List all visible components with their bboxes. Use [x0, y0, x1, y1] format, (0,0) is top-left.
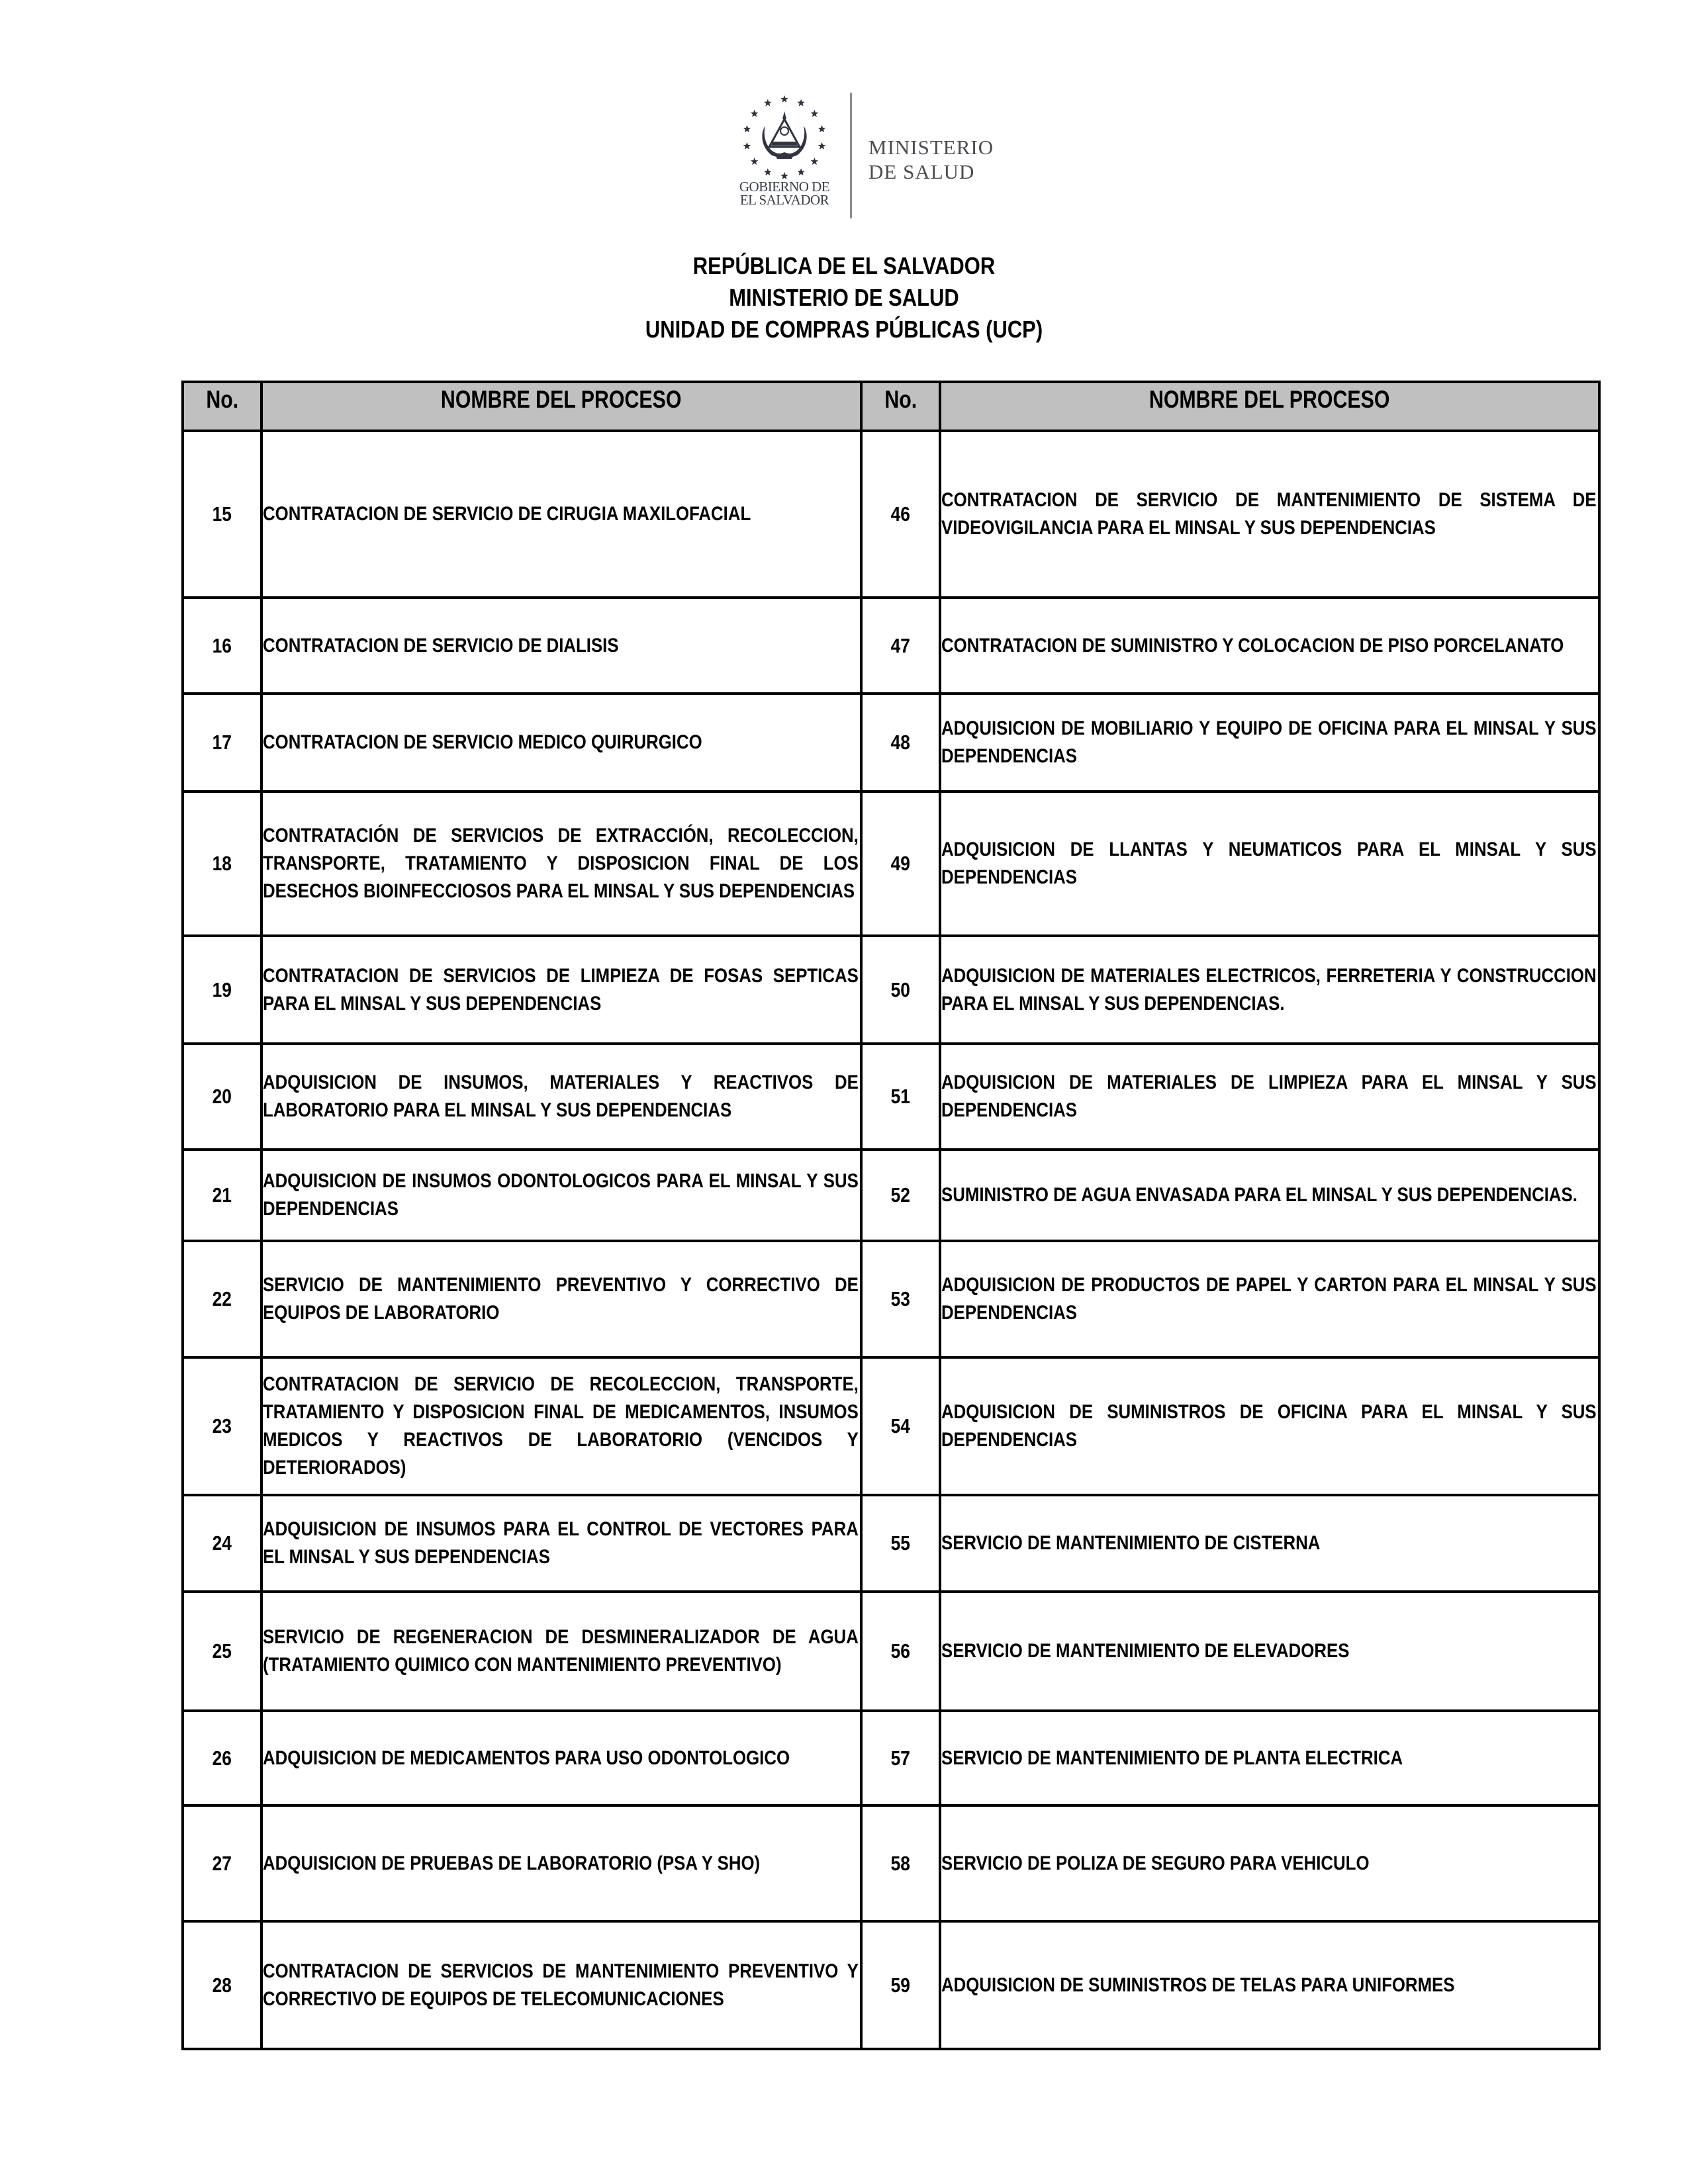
star-icon [751, 158, 759, 165]
row-number-left: 18 [183, 792, 261, 936]
row-number-left: 20 [183, 1044, 261, 1150]
process-name-right: SERVICIO DE POLIZA DE SEGURO PARA VEHICULO [940, 1805, 1599, 1921]
logo-divider [850, 93, 852, 218]
star-icon [780, 172, 788, 179]
ministry-line-1: MINISTERIO [868, 136, 994, 159]
process-name-left: ADQUISICION DE INSUMOS PARA EL CONTROL DE VECTORES PARA EL MINSAL Y SUS DEPENDENCIAS [261, 1495, 861, 1592]
table-row [183, 792, 1599, 936]
government-logo-text [722, 180, 847, 206]
row-number-right: 53 [861, 1241, 940, 1357]
row-number-right: 47 [861, 598, 940, 694]
table-row [183, 431, 1599, 598]
process-name-right: ADQUISICION DE LLANTAS Y NEUMATICOS PARA EL MINSAL Y SUS DEPENDENCIAS [940, 792, 1599, 936]
process-name-right: CONTRATACION DE SUMINISTRO Y COLOCACION DE PISO PORCELANATO [940, 598, 1599, 694]
row-number-left: 16 [183, 598, 261, 694]
process-name-left: ADQUISICION DE INSUMOS ODONTOLOGICOS PARA EL MINSAL Y SUS DEPENDENCIAS [261, 1150, 861, 1241]
logo-text-line-2: EL SALVADOR [739, 192, 829, 208]
logo-text-line-1: GOBIERNO DE [739, 179, 830, 195]
row-number-right: 59 [861, 1921, 940, 2049]
title-line-1: REPÚBLICA DE EL SALVADOR [692, 252, 996, 279]
star-icon [818, 125, 826, 132]
process-name-left: CONTRATACION DE SERVICIO DE DIALISIS [261, 598, 861, 694]
column-header-name-left: NOMBRE DEL PROCESO [261, 382, 861, 431]
row-number-left: 26 [183, 1711, 261, 1805]
row-number-left: 23 [183, 1357, 261, 1495]
process-name-left: CONTRATACION DE SERVICIO DE CIRUGIA MAXILOFACIAL [261, 431, 861, 598]
process-name-right: ADQUISICION DE MATERIALES DE LIMPIEZA PARA EL MINSAL Y SUS DEPENDENCIAS [940, 1044, 1599, 1150]
row-number-left: 19 [183, 936, 261, 1044]
process-name-right: SERVICIO DE MANTENIMIENTO DE ELEVADORES [940, 1592, 1599, 1711]
process-name-right: SERVICIO DE MANTENIMIENTO DE PLANTA ELECTRICA [940, 1711, 1599, 1805]
row-number-right: 46 [861, 431, 940, 598]
star-icon [811, 110, 819, 117]
title-line-2: MINISTERIO DE SALUD [729, 284, 959, 311]
star-icon [743, 142, 751, 150]
table-row [183, 1357, 1599, 1495]
process-name-left: CONTRATACION DE SERVICIOS DE LIMPIEZA DE FOSAS SEPTICAS PARA EL MINSAL Y SUS DEPENDENCIAS [261, 936, 861, 1044]
process-name-right: SUMINISTRO DE AGUA ENVASADA PARA EL MINSAL Y SUS DEPENDENCIAS. [940, 1150, 1599, 1241]
row-number-right: 56 [861, 1592, 940, 1711]
process-name-right: ADQUISICION DE SUMINISTROS DE TELAS PARA UNIFORMES [940, 1921, 1599, 2049]
process-name-right: ADQUISICION DE MATERIALES ELECTRICOS, FERRETERIA Y CONSTRUCCION PARA EL MINSAL Y SUS DEPENDENCIAS. [940, 936, 1599, 1044]
process-name-left: ADQUISICION DE MEDICAMENTOS PARA USO ODONTOLOGICO [261, 1711, 861, 1805]
star-icon [798, 168, 805, 175]
row-number-left: 15 [183, 431, 261, 598]
process-name-left: ADQUISICION DE INSUMOS, MATERIALES Y REACTIVOS DE LABORATORIO PARA EL MINSAL Y SUS DEPENDENCIAS [261, 1044, 861, 1150]
star-icon [818, 142, 826, 150]
table-header-row [183, 382, 1599, 431]
row-number-left: 17 [183, 694, 261, 792]
header-logo [722, 93, 1026, 225]
column-header-name-right: NOMBRE DEL PROCESO [940, 382, 1599, 431]
title-line-3: UNIDAD DE COMPRAS PÚBLICAS (UCP) [645, 316, 1043, 343]
process-name-left: SERVICIO DE REGENERACION DE DESMINERALIZADOR DE AGUA (TRATAMIENTO QUIMICO CON MANTENIMIENTO PREVENTIVO) [261, 1592, 861, 1711]
row-number-left: 25 [183, 1592, 261, 1711]
table-row [183, 1592, 1599, 1711]
row-number-right: 54 [861, 1357, 940, 1495]
process-name-left: CONTRATACION DE SERVICIO DE RECOLECCION, TRANSPORTE, TRATAMIENTO Y DISPOSICION FINAL DE MEDICAMENTOS, INSUMOS MEDICOS Y REACTIVOS DE LABORATORIO (VENCIDOS Y DETERIORADOS) [261, 1357, 861, 1495]
process-name-left: CONTRATACION DE SERVICIO MEDICO QUIRURGICO [261, 694, 861, 792]
process-name-right: ADQUISICION DE SUMINISTROS DE OFICINA PARA EL MINSAL Y SUS DEPENDENCIAS [940, 1357, 1599, 1495]
process-name-left: CONTRATACION DE SERVICIOS DE MANTENIMIENTO PREVENTIVO Y CORRECTIVO DE EQUIPOS DE TELECOMUNICACIONES [261, 1921, 861, 2049]
process-name-right: ADQUISICION DE PRODUCTOS DE PAPEL Y CARTON PARA EL MINSAL Y SUS DEPENDENCIAS [940, 1241, 1599, 1357]
star-icon [764, 168, 771, 175]
row-number-right: 49 [861, 792, 940, 936]
column-header-no-right: No. [861, 382, 940, 431]
row-number-right: 48 [861, 694, 940, 792]
table-row [183, 1711, 1599, 1805]
row-number-right: 52 [861, 1150, 940, 1241]
process-name-left: CONTRATACIÓN DE SERVICIOS DE EXTRACCIÓN, RECOLECCION, TRANSPORTE, TRATAMIENTO Y DISPOSICION FINAL DE LOS DESECHOS BIOINFECCIOSOS PARA EL MINSAL Y SUS DEPENDENCIAS [261, 792, 861, 936]
row-number-left: 27 [183, 1805, 261, 1921]
table-row [183, 1241, 1599, 1357]
ministry-line-2: DE SALUD [868, 160, 975, 183]
column-header-no-left: No. [183, 382, 261, 431]
process-name-right: CONTRATACION DE SERVICIO DE MANTENIMIENTO DE SISTEMA DE VIDEOVIGILANCIA PARA EL MINSAL Y SUS DEPENDENCIAS [940, 431, 1599, 598]
process-name-right: SERVICIO DE MANTENIMIENTO DE CISTERNA [940, 1495, 1599, 1592]
star-icon [780, 95, 788, 103]
table-row [183, 1495, 1599, 1592]
process-name-left: SERVICIO DE MANTENIMIENTO PREVENTIVO Y CORRECTIVO DE EQUIPOS DE LABORATORIO [261, 1241, 861, 1357]
row-number-left: 28 [183, 1921, 261, 2049]
table-row [183, 598, 1599, 694]
process-name-right: ADQUISICION DE MOBILIARIO Y EQUIPO DE OFICINA PARA EL MINSAL Y SUS DEPENDENCIAS [940, 694, 1599, 792]
table-row [183, 1044, 1599, 1150]
document-title [0, 250, 1688, 345]
coat-of-arms-icon [735, 93, 834, 179]
process-name-left: ADQUISICION DE PRUEBAS DE LABORATORIO (PSA Y SHO) [261, 1805, 861, 1921]
row-number-left: 24 [183, 1495, 261, 1592]
row-number-right: 57 [861, 1711, 940, 1805]
row-number-right: 58 [861, 1805, 940, 1921]
star-icon [743, 125, 751, 132]
row-number-right: 51 [861, 1044, 940, 1150]
table-row [183, 1805, 1599, 1921]
processes-table [181, 381, 1601, 2050]
row-number-left: 22 [183, 1241, 261, 1357]
table-row [183, 936, 1599, 1044]
government-emblem [722, 93, 847, 225]
table-row [183, 694, 1599, 792]
row-number-right: 50 [861, 936, 940, 1044]
table-row [183, 1921, 1599, 2049]
table-row [183, 1150, 1599, 1241]
row-number-left: 21 [183, 1150, 261, 1241]
star-icon [798, 99, 805, 107]
star-icon [764, 99, 771, 107]
ministry-name [868, 135, 994, 184]
star-icon [751, 110, 759, 117]
star-icon [811, 158, 819, 165]
row-number-right: 55 [861, 1495, 940, 1592]
